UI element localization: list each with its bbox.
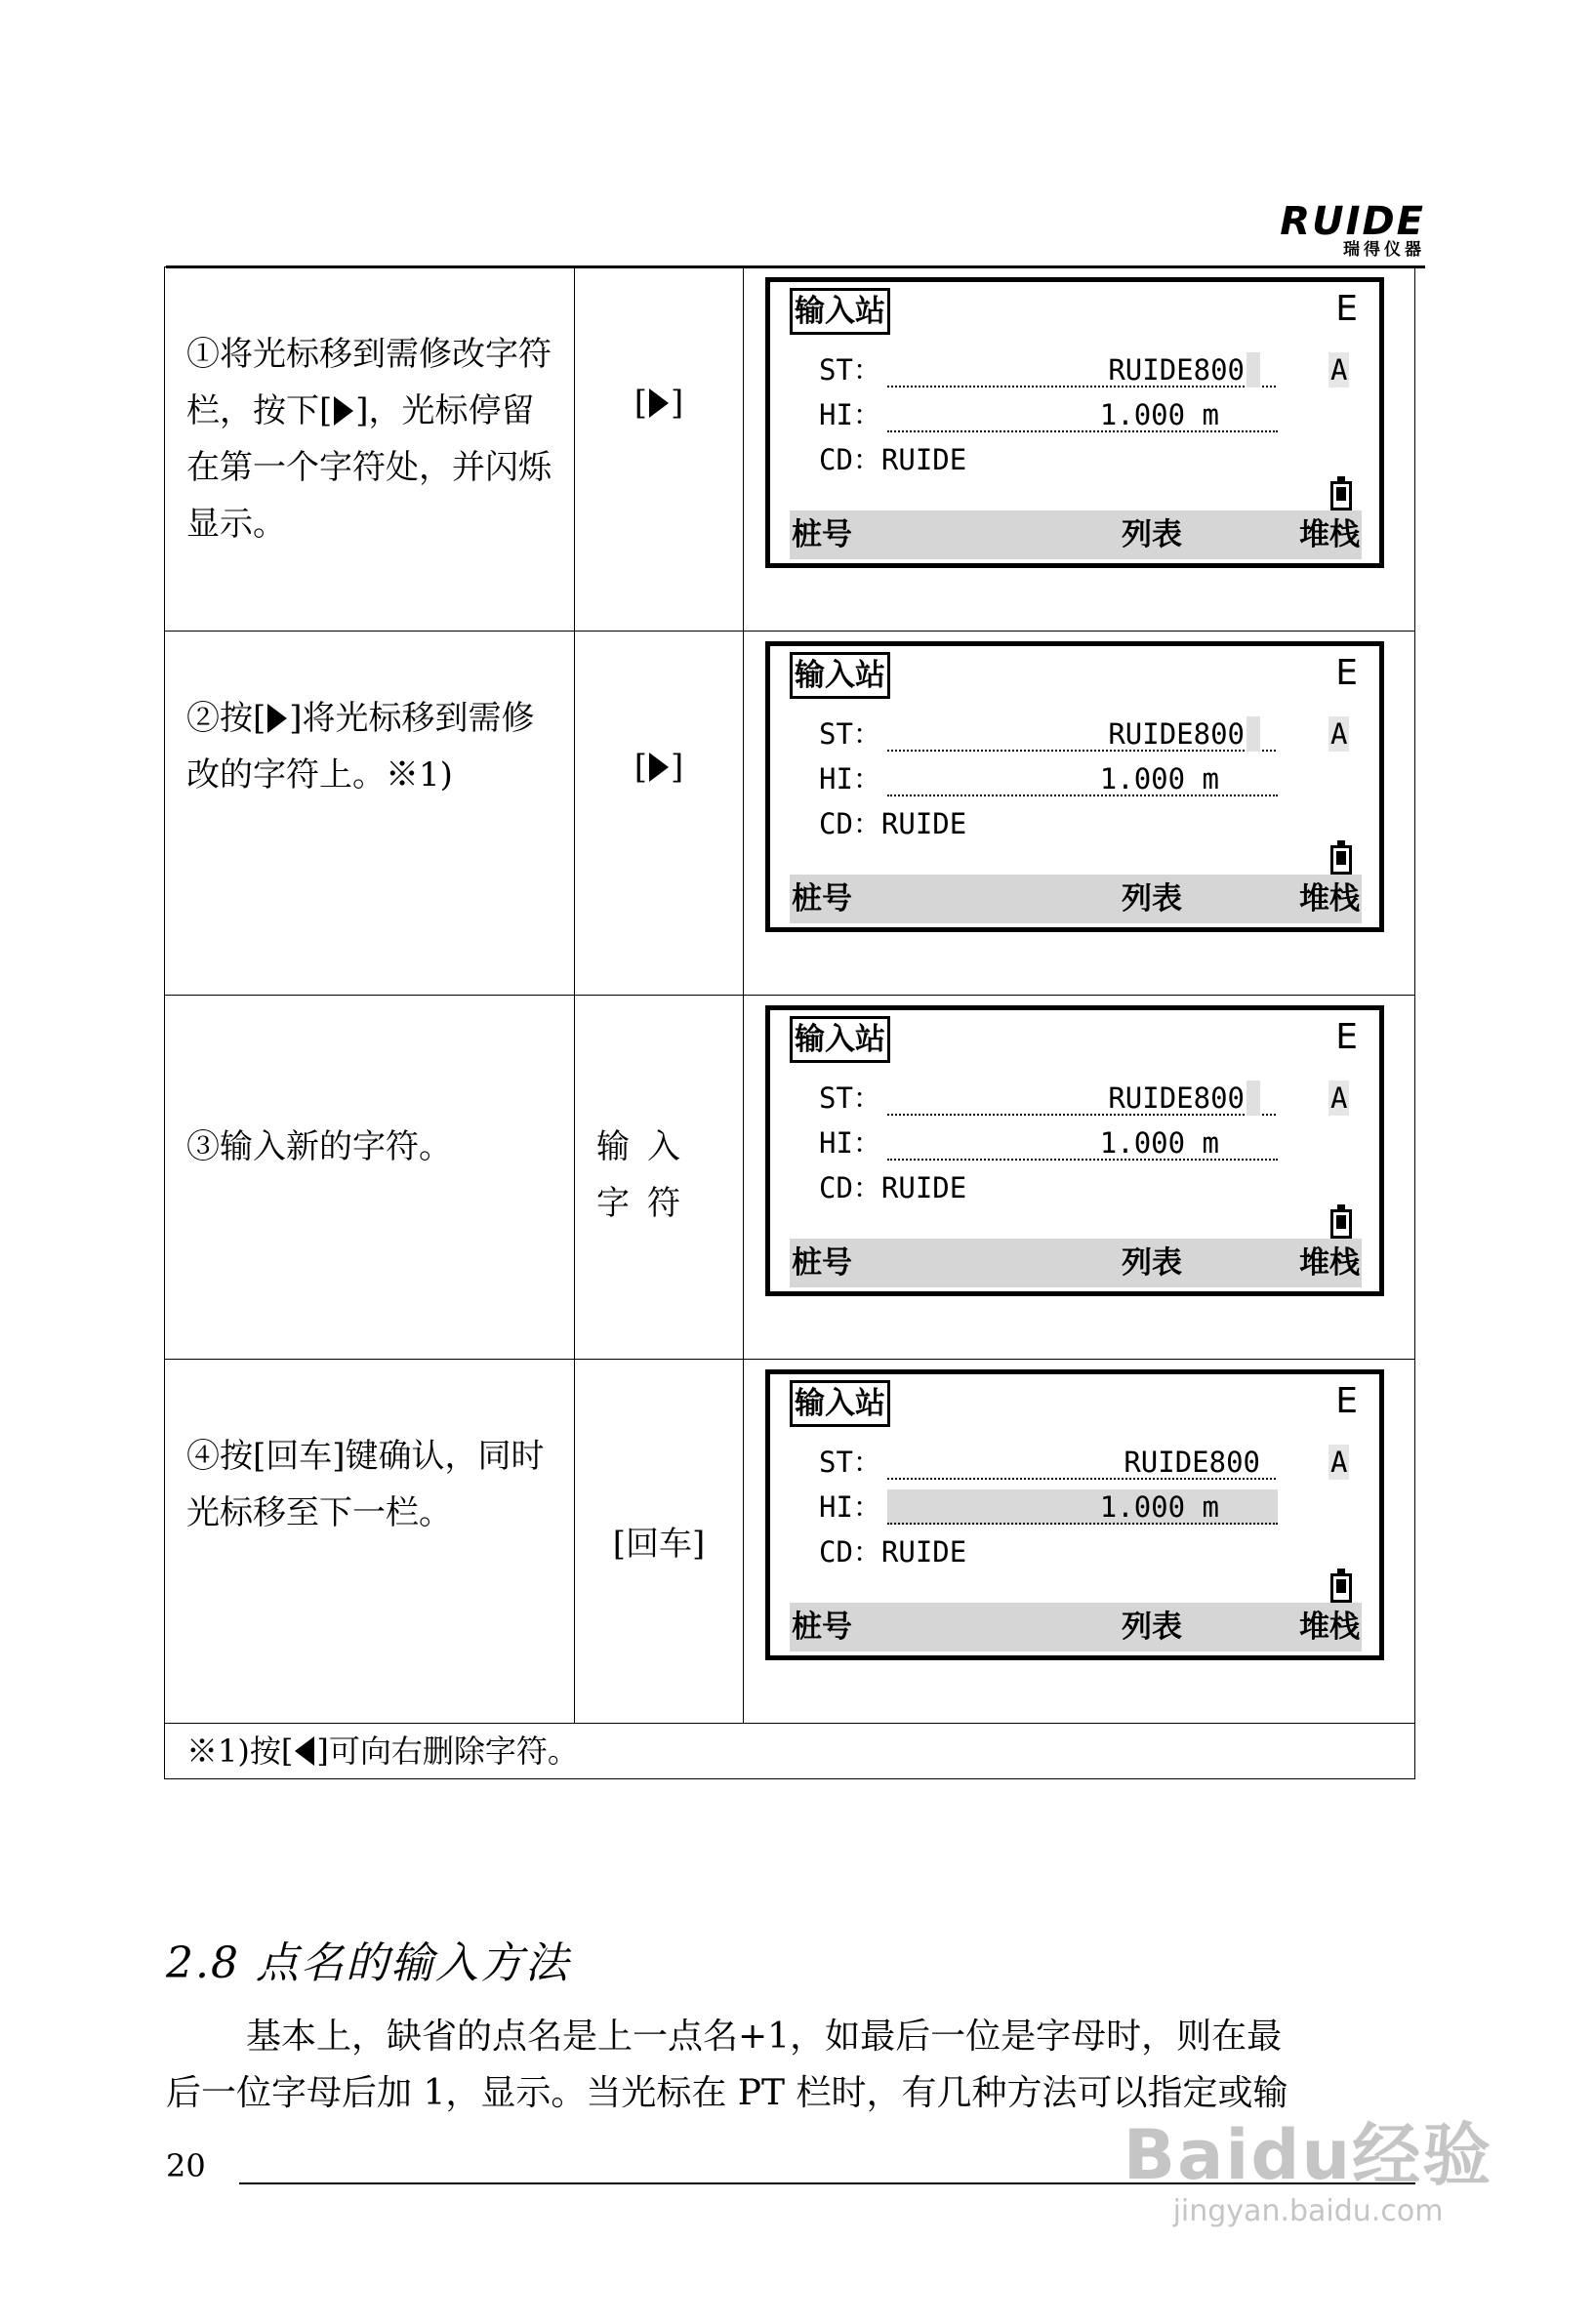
st-field[interactable] — [887, 1080, 1276, 1116]
st-field[interactable] — [887, 1445, 1276, 1480]
step-screen-cell — [744, 632, 1415, 996]
softkey-stack[interactable]: 堆栈 — [1299, 1245, 1360, 1281]
watermark-url: jingyan.baidu.com — [1172, 2194, 1444, 2228]
st-label: ST： — [819, 1446, 881, 1479]
footnote-row — [165, 1724, 1415, 1779]
softkey-list[interactable]: 列表 — [1122, 1610, 1182, 1645]
hi-value: 1.000 m — [1099, 1490, 1219, 1524]
cd-value: RUIDE — [880, 807, 967, 840]
screen-title: 输入站 — [790, 652, 890, 699]
softkey-bar — [790, 1239, 1362, 1287]
hi-field[interactable] — [887, 761, 1278, 796]
st-label: ST： — [819, 353, 881, 387]
cursor-cell — [1247, 1080, 1260, 1116]
step-row-2 — [165, 632, 1415, 996]
st-value: RUIDE800 — [1108, 717, 1245, 751]
body-paragraph — [166, 2009, 1406, 2122]
hi-label: HI： — [819, 1490, 881, 1524]
st-label: ST： — [819, 717, 881, 751]
step-key: [ ] — [634, 384, 684, 423]
watermark-brand: Baidu经验 — [1123, 2115, 1493, 2195]
softkey-station-number[interactable]: 桩号 — [792, 1610, 852, 1645]
right-triangle-icon — [649, 753, 669, 782]
right-triangle-icon — [267, 704, 287, 733]
step-description: ③输入新的字符。 — [186, 1127, 452, 1166]
st-field[interactable] — [887, 716, 1276, 752]
step-screen-cell — [744, 1360, 1415, 1724]
ruide-logo — [1269, 200, 1425, 259]
e-icon: Ε — [1335, 653, 1358, 693]
step-description-cell — [165, 632, 575, 996]
hi-value: 1.000 m — [1099, 762, 1219, 795]
hi-field-selected[interactable] — [887, 1489, 1278, 1525]
softkey-station-number[interactable]: 桩号 — [792, 1245, 852, 1281]
battery-icon — [1330, 1573, 1352, 1603]
softkey-stack[interactable]: 堆栈 — [1299, 881, 1360, 917]
step-key: [回车] — [612, 1525, 706, 1564]
hi-field[interactable] — [887, 397, 1278, 432]
step-key: [ ] — [634, 748, 684, 787]
cursor-cell — [1247, 352, 1260, 387]
hi-label: HI： — [819, 398, 881, 431]
lcd-screen — [765, 1005, 1384, 1296]
step-row-4 — [165, 1360, 1415, 1724]
cd-row: CD：RUIDE — [819, 443, 967, 476]
page-number: 20 — [166, 2147, 206, 2184]
hi-label: HI： — [819, 762, 881, 795]
mode-indicator: A — [1330, 1446, 1348, 1479]
right-triangle-icon — [649, 388, 669, 418]
cd-value: RUIDE — [880, 1171, 967, 1204]
cd-row: CD：RUIDE — [819, 1535, 967, 1569]
e-icon: Ε — [1335, 1017, 1358, 1057]
mode-indicator: A — [1330, 717, 1348, 751]
step-row-1 — [165, 267, 1415, 632]
screen-title: 输入站 — [790, 288, 890, 335]
step-screen-cell — [744, 267, 1415, 632]
step-description: ①将光标移到需修改字符栏，按下[ ]，光标停留在第一个字符处，并闪烁显示。 — [186, 335, 552, 544]
step-description-cell — [165, 1360, 575, 1724]
softkey-station-number[interactable]: 桩号 — [792, 517, 852, 552]
cd-value: RUIDE — [880, 443, 967, 476]
step-description-cell — [165, 267, 575, 632]
cursor-cell — [1247, 716, 1260, 752]
lcd-screen — [765, 277, 1384, 568]
hi-value: 1.000 m — [1099, 1126, 1219, 1160]
step-key-cell — [575, 1360, 744, 1724]
footnote: ※1)按[ ]可向右删除字符。 — [165, 1724, 1415, 1779]
step-row-3 — [165, 996, 1415, 1360]
logo-subtext: 瑞得仪器 — [1343, 240, 1425, 260]
step-key: 输入字符 — [596, 1127, 698, 1223]
mode-indicator: A — [1330, 1081, 1348, 1115]
battery-icon — [1330, 845, 1352, 875]
softkey-bar — [790, 1603, 1362, 1651]
cd-row: CD：RUIDE — [819, 807, 967, 840]
paragraph-line-1: 基本上，缺省的点名是上一点名+1，如最后一位是字母时，则在最 — [246, 2017, 1283, 2057]
softkey-list[interactable]: 列表 — [1122, 1245, 1182, 1281]
mode-indicator: A — [1330, 353, 1348, 387]
battery-icon — [1330, 1209, 1352, 1239]
step-key-cell — [575, 267, 744, 632]
e-icon: Ε — [1335, 1381, 1358, 1421]
softkey-list[interactable]: 列表 — [1122, 881, 1182, 917]
st-value: RUIDE800 — [1124, 1446, 1260, 1479]
cd-value: RUIDE — [880, 1535, 967, 1569]
st-label: ST： — [819, 1081, 881, 1115]
step-screen-cell — [744, 996, 1415, 1360]
hi-value: 1.000 m — [1099, 398, 1219, 431]
step-key-cell — [575, 996, 744, 1360]
step-description: ④按[回车]键确认，同时光标移至下一栏。 — [186, 1437, 545, 1532]
left-triangle-icon — [295, 1736, 314, 1766]
st-field[interactable] — [887, 352, 1276, 387]
softkey-stack[interactable]: 堆栈 — [1299, 1610, 1360, 1645]
baidu-watermark — [1123, 2116, 1493, 2229]
section-title: 2.8 点名的输入方法 — [166, 1938, 570, 1988]
step-description-cell — [165, 996, 575, 1360]
softkey-list[interactable]: 列表 — [1122, 517, 1182, 552]
step-description: ②按[ ]将光标移到需修改的字符上。※1) — [186, 699, 535, 795]
lcd-screen — [765, 641, 1384, 932]
softkey-station-number[interactable]: 桩号 — [792, 881, 852, 917]
hi-field[interactable] — [887, 1125, 1278, 1161]
right-triangle-icon — [334, 396, 353, 426]
softkey-bar — [790, 875, 1362, 923]
softkey-stack[interactable]: 堆栈 — [1299, 517, 1360, 552]
cd-row: CD：RUIDE — [819, 1171, 967, 1204]
step-key-cell — [575, 632, 744, 996]
lcd-screen — [765, 1369, 1384, 1660]
softkey-bar — [790, 510, 1362, 559]
paragraph-line-2: 后一位字母后加 1，显示。当光标在 PT 栏时，有几种方法可以指定或输 — [166, 2073, 1288, 2113]
steps-table — [164, 266, 1415, 1779]
st-value: RUIDE800 — [1108, 1081, 1245, 1115]
battery-icon — [1330, 481, 1352, 510]
st-value: RUIDE800 — [1108, 353, 1245, 387]
e-icon: Ε — [1335, 289, 1358, 329]
logo-text: RUIDE — [1280, 199, 1425, 244]
hi-label: HI： — [819, 1126, 881, 1160]
screen-title: 输入站 — [790, 1016, 890, 1063]
screen-title: 输入站 — [790, 1380, 890, 1427]
